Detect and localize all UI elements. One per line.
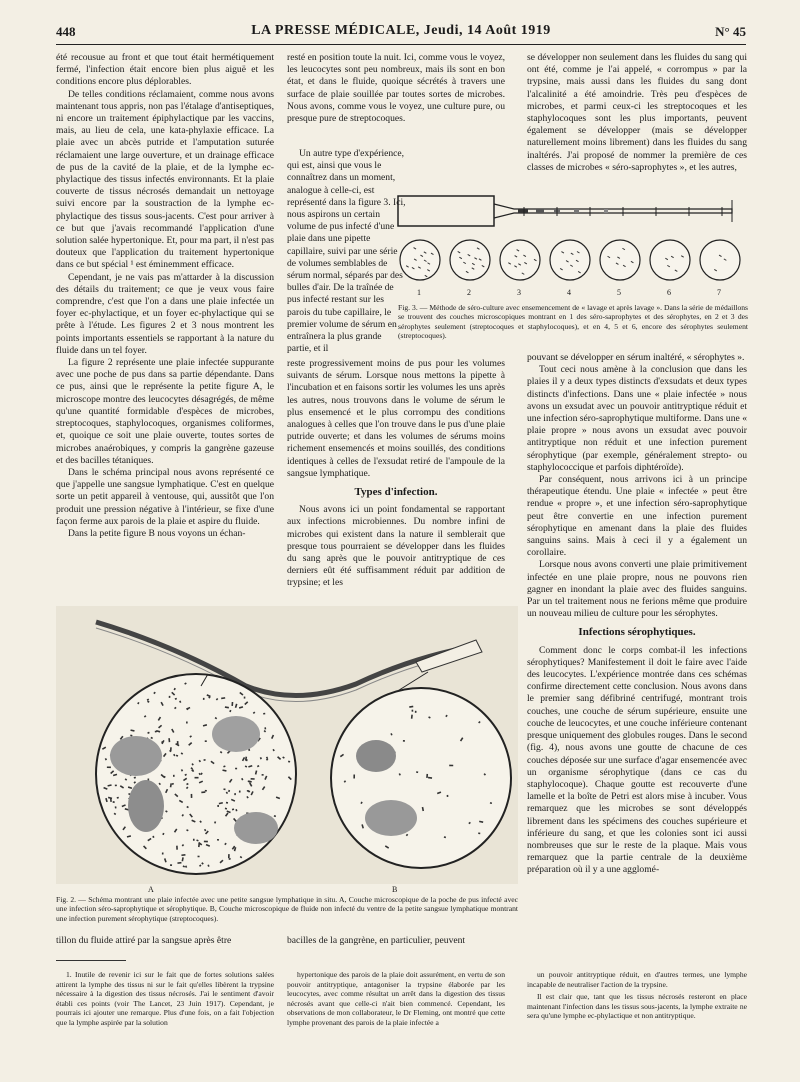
microbe-mark [415, 711, 417, 713]
microbe-mark [170, 864, 172, 866]
fig3-medallion [600, 240, 640, 280]
microbe-mark [249, 781, 251, 783]
microbe-mark [228, 854, 230, 858]
fig3-medallion [650, 240, 690, 280]
microbe-mark [162, 852, 164, 854]
microbe-mark [235, 768, 237, 770]
microbe-mark [115, 785, 117, 787]
footnote: Il est clair que, tant que les tissus nécrosés resteront en place maintenant l'infection dans les tissus sous-jacents, la lymphe extraite ne sera qu'une lymphe ec-phylactique et non antitryptique. [527, 992, 747, 1021]
fig3-medallion-label: 1 [417, 288, 421, 297]
paragraph: Dans la petite figure B nous voyons un échan- [68, 527, 246, 539]
paragraph: pouvant se développer en sérum inaltéré, « sérophytes ». [527, 352, 745, 363]
fig3-medallion-label: 3 [517, 288, 521, 297]
microbe-mark [288, 761, 290, 763]
microbe-mark [447, 795, 449, 797]
microbe-mark [223, 788, 225, 790]
microbe-mark [262, 774, 264, 776]
microbe-mark [244, 697, 246, 699]
column-1 [56, 52, 274, 597]
paragraph: Un autre type d'expérience, qui est, ainsi que vous le connaîtrez dans un moment, analogue à celle-ci, est représenté dans la figure 3. Ici, nous aspirons un certain volume de pus infecté d'une plaie dans une pipette capillaire, suivi par une série de volumes semblables de sérum normal, séparés par des bulles d'air. De la traînée de pus infecté restant sur les parois du tube capillaire, le premier volume de sérum en entraînera la plus grande partie, et il [287, 148, 406, 355]
paragraph: été recousue au front et que tout était hermétiquement fermé, l'infection était encore bien plus aiguë et les conditions encore plus déplorables. [56, 52, 274, 88]
microbe-mark [195, 777, 199, 779]
microbe-mark [239, 790, 241, 792]
microbe-mark [247, 790, 249, 792]
microbe-mark [226, 802, 228, 804]
microbe-mark [152, 836, 154, 838]
fig3-medallion [550, 240, 590, 280]
microbe-mark [264, 727, 266, 729]
fig2-label-a: A [148, 885, 154, 894]
section-heading: Infections sérophytiques. [578, 626, 696, 639]
microbe-mark [478, 832, 480, 834]
paragraph: Lorsque nous avons converti une plaie primitivement infectée en une plaie propre, nous ne pouvons rien gagner en inondant la plaie avec des fluides sanguins. Par un tel traitement nous ne ferions même que produire un nouveau milieu de culture pour les sérophytes. [527, 559, 747, 620]
microbe-mark [186, 721, 188, 723]
footnote-right [527, 970, 747, 1024]
journal-title: LA PRESSE MÉDICALE, Jeudi, 14 Août 1919 [251, 23, 551, 38]
microbe-mark [217, 805, 219, 807]
fig3-medallion [450, 240, 490, 280]
column-2-bottom [287, 358, 505, 598]
fig3-medallion-label: 4 [567, 288, 571, 297]
paragraph: Cependant, je ne vais pas m'attarder à la discussion des détails du traitement; ce que je veux vous faire comprendre, c'est que l'on a dans une plaie infectée un foyer ec-phylactique, et un foyer ec-phylactique qui se prête à l'étude. Les figures 2 et 3 nous montrent les points importants essentiels se rapportant à la nature du fluide dans un tel foyer. [56, 271, 274, 356]
fig3-medallion [500, 240, 540, 280]
microbe-mark [205, 740, 207, 742]
paragraph: Tout ceci nous amène à la conclusion que dans les plaies il y a deux types distincts d'exsudats et deux types distincts d'infections. Dans une « plaie infectée » nous avons un exsudat avec un pouvoir antitryptique réduit et une infection séro-saprophytique multiforme. Dans une « plaie propre » nous avons un exsudat avec pouvoir antitryptique non réduit et une infection purement sérophytique (par exemple, généralement strepto- ou staphylococcique et parfois diphtéroïde). [527, 364, 747, 473]
fig3-medallion-label: 7 [717, 288, 721, 297]
column-2-top [287, 52, 505, 148]
figure-3-caption: Fig. 3. — Méthode de séro-culture avec ensemencement de « lavage et après lavage ». Dans la série de médaillons se trouvent des couches microscopiques montrant en 1 des séro-saprophytes et des sérophytes, en 2 et 3 des sérophytes seulement (streptocoques et staphylocoques), et en 4, 5 et 6, encore des sérophytes seulement (streptocoques). [398, 303, 748, 341]
microbe-mark [263, 713, 265, 715]
footnote-rule [56, 960, 126, 961]
fig2-label-b: B [392, 885, 398, 894]
fig3-medallion [700, 240, 740, 280]
page-number: 448 [56, 24, 76, 39]
fig3-medallion-label: 6 [667, 288, 671, 297]
paragraph: Dans le schéma principal nous avons représenté ce que j'appelle une sangsue lymphatique. C'est en quelque sorte un petit appareil à ventouse, qui, aussitôt que l'on produit une pression négative à l'intérieur, se fixe d'une façon ferme aux parois de la plaie et aspire du fluide. [56, 466, 274, 527]
microbe-mark [353, 774, 355, 778]
footnote: hypertonique des parois de la plaie doit assurément, en vertu de son pouvoir antitryptique, antagoniser la trypsine élaborée par les leucocytes, avec comme résultat un arrêt dans la digestion des tissus nécrosés avant que celle-ci n'ait bien commencé. Cependant, les observations de mon collaborateur, le Dr Fleming, ont montré que cette lymphe provenant des parois de la plaie infectée a [287, 970, 505, 1027]
microbe-mark [234, 793, 236, 795]
paragraph: se développer non seulement dans les fluides du sang qui ont été, comme je l'ai appelé, « corrompus » par la trypsine, mais aussi dans les fluides du sang dont l'alcalinité a été amoindrie. Très peu d'espèces de microbes, et parmi ceux-ci les streptocoques et les staphylocoques sont les plus importants, peuvent également se développer (mais se développer naturellement moins librement) dans les fluides du sang inaltérés. J'ai proposé de nommer la première de ces classes de microbes « séro-saprophytes », et les autres, [527, 52, 747, 173]
microbe-mark [193, 839, 195, 841]
microbe-mark [173, 775, 175, 777]
fig3-medallion-label: 2 [467, 288, 471, 297]
paragraph: La figure 2 représente une plaie infectée suppurante avec une poche de pus dans sa partie dépendante. Dans ce pus, ainsi que le représente la petite figure A, le microscope montre des leucocytes désagrégés, de même qu'une quantité formidable d'espèces de microbes, streptocoques, staphylocoques, organismes coliformes, et, quoique ce soit une plaie ouverte, toutes sortes de microbes anaérobiques, y compris la gangrène gazeuse et des bacilles tétaniques. [56, 357, 274, 466]
microbe-mark [169, 696, 171, 698]
section-heading: Types d'infection. [354, 486, 438, 499]
figure-2-caption: Fig. 2. — Schéma montrant une plaie infectée avec une petite sangsue lymphatique in situ. A, Couche microscopique de la poche de pus infecté avec une infection séro-saprophytique et sérophytique. B, Couche microscopique de fluide non infecté du ventre de la petite sangsue lymphatique montrant une infection purement sérophytique (streptocoques). [56, 895, 518, 923]
microbe-mark [198, 856, 200, 858]
microbe-mark [107, 766, 111, 768]
paragraph: De telles conditions réclamaient, comme nous avons maintenant tous appris, non pas l'étalage d'antiseptiques, ni encore un traitement épiphylactique par les vaccins, mais, au lieu de cela, une kata-phylaxie efficace. La plaie avec un abcès putride et l'amputation suturée réclamaient une large ouverture, et un drainage efficace de pus de la cavité de la plaie, et de la lymphe ec-phylactique des tissus infectés environnants. Et la plaie couverte de tissus nécrosés demandait un nettoyage suivi encore par la soustraction de la lymphe ec-phylactique des tissus sous-jacents. C'est pour arriver à ce but que j'avais recommandé l'application d'une solution salée hypertonique. Et, pour ma part, il n'est pas douteux que l'application du traitement hypertonique dans ce but spécial ¹ est éminemment efficace. [56, 88, 274, 271]
paragraph: Comment donc le corps combat-il les infections sérophytiques? Manifestement il doit le faire avec l'aide des leucocytes. L'expérience montrée dans ces schémas confirme directement cette conclusion. Nous avons dans le premier sang défibriné centrifugé, montrant trois couches, une couche de sérum supérieure, ensuite une couche de leucocytes, et une couche inférieure contenant presque uniquement des globules rouges. Dans le second (fig. 4), nous avons une goutte de chacune de ces couches déposée sur une surface d'agar ensemencée avec un organisme sérophytique (dans ce cas du staphylocoque). Chaque goutte est recouverte d'une lamelle et la boîte de Petri est alors mise à incuber. Vous remarquez que les microbes se sont développés librement dans les spécimens des couches supérieure et inférieure du sang, et que les colonies sont ici aussi nombreuses que sur le reste de la plaque. Mais vous remarquez que la partie centrale de la deuxième préparation où il y a une agglomé- [527, 644, 747, 876]
microbe-mark [217, 839, 219, 841]
paragraph: reste progressivement moins de pus pour les volumes suivants de sérum. Lorsque nous mettons la pipette à l'incubation et en faisons sortir les volumes les uns après les autres, nous trouvons dans le volume de sérum le plus ensemencé et le plus corrompu des conditions analogues à celles que l'on trouve dans le pus d'une plaie putride ouverte; et dans les volumes de sérums moins richement ensemencés et moins souillés, des conditions identiques à celles de l'exsudat retiré de l'ampoule de la sangsue lymphatique. [287, 358, 505, 479]
paragraph: resté en position toute la nuit. Ici, comme vous le voyez, les leucocytes sont peu nombreux, mais ils sont en bon état, et dans le fluide, quoique sécrétés à travers une surface de plaie souillée par toutes sortes de microbes. Nous avons, comme vous le voyez, une culture pure, ou presque pure de streptocoques. [287, 52, 505, 125]
paragraph: Nous avons ici un point fondamental se rapportant aux infections microbiennes. Du nombre infini de microbes qui existent dans la nature il semblerait que presque tous pourraient se développer dans les fluides du sang après que le pouvoir antitryptique de ces derniers eût été suffisamment réduit par addition de trypsine; et les [287, 504, 505, 589]
tail-text-left: tillon du fluide attiré par la sangsue après être [56, 935, 232, 946]
microbe-mark [412, 710, 414, 712]
paragraph: Par conséquent, nous arrivons ici à un principe thérapeutique étendu. Une plaie « infectée » peut être rendue « propre », et une infection séro-saprophytique peut être convertie en une infection purement sérophytique en amenant dans la plaie des fluides sanguins sains. Mais à ceci il y a également un corollaire. [527, 474, 747, 559]
microbe-mark [176, 846, 178, 850]
microbe-mark [231, 702, 233, 706]
fig3-scale-labels [392, 288, 748, 300]
footnote-left [56, 970, 274, 1031]
fig3-medallion [400, 240, 440, 280]
microbe-mark [203, 698, 205, 700]
column-2-wrap-text [287, 148, 407, 358]
figure-2-illustration [56, 606, 518, 884]
column-3-bottom [527, 352, 747, 907]
page-header [56, 22, 746, 45]
microbe-mark [251, 778, 255, 780]
microbe-mark [403, 740, 405, 742]
issue-number: N° 45 [715, 24, 746, 39]
footnote-mid [287, 970, 505, 1031]
tail-text-mid: bacilles de la gangrène, en particulier, peuvent [287, 935, 466, 946]
microbe-mark [191, 794, 193, 798]
microbe-mark [449, 765, 453, 767]
figure-3-pipette [392, 190, 748, 300]
fig3-medallion-label: 5 [617, 288, 621, 297]
footnote: 1. Inutile de revenir ici sur le fait que de fortes solutions salées attirent la lymphe des tissus ni sur le fait qu'elles libèrent la trypsine nécessaire à la digestion des tissus nécrosés. J'ai le sentiment d'avoir établi ces points (voir The Lancet, 23 Juin 1917). Cependant, je pourrais ici ajouter une remarque. Plus d'une fois, on a fait l'objection que la lymphe aspirée par la solution [56, 970, 274, 1027]
microbe-mark [204, 841, 208, 843]
microbe-mark [205, 790, 207, 792]
footnote: un pouvoir antitryptique réduit, en d'autres termes, une lymphe incapable de neutraliser l'action de la trypsine. [527, 970, 747, 989]
